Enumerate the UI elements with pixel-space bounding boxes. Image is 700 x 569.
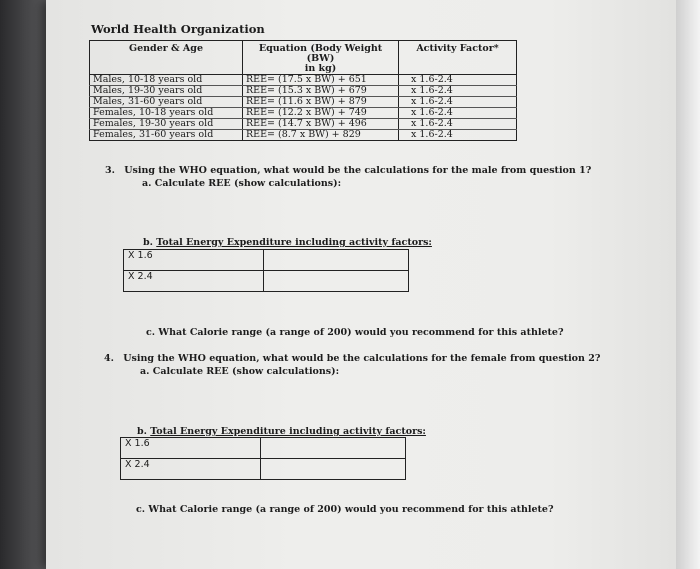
table-row: [124, 271, 409, 292]
question-4: [104, 353, 600, 364]
question-4a: a. Calculate REE (show calculations):: [140, 366, 340, 377]
question-3c: c. What Calorie range (a range of 200) would you recommend for this athlete?: [146, 327, 564, 338]
header-equation: Equation (Body Weight (BW) in kg): [243, 41, 399, 75]
row-factor: x 1.6-2.4: [399, 97, 517, 108]
table-row: [90, 108, 517, 119]
organization-title: World Health Organization: [91, 22, 265, 36]
row-group: Females, 31-60 years old: [90, 130, 243, 141]
question-4c: c. What Calorie range (a range of 200) would you recommend for this athlete?: [136, 504, 554, 515]
row-equation: REE= (17.5 x BW) + 651: [243, 75, 399, 86]
row-factor: x 1.6-2.4: [399, 119, 517, 130]
tee-answer-cell[interactable]: [264, 271, 409, 292]
question-3b: b. Total Energy Expenditure including activity factors:: [143, 237, 432, 248]
table-row: [121, 459, 406, 480]
tee-label: X 1.6: [124, 250, 264, 271]
tee-table-q3: [123, 249, 409, 292]
row-factor: x 1.6-2.4: [399, 130, 517, 141]
table-row: [121, 438, 406, 459]
row-equation: REE= (15.3 x BW) + 679: [243, 86, 399, 97]
question-4b: b. Total Energy Expenditure including activity factors:: [137, 426, 426, 437]
tee-answer-cell[interactable]: [264, 250, 409, 271]
tee-label: X 2.4: [121, 459, 261, 480]
row-equation: REE= (11.6 x BW) + 879: [243, 97, 399, 108]
question-text: Using the WHO equation, what would be the calculations for the female from question 2?: [123, 353, 601, 364]
row-factor: x 1.6-2.4: [399, 108, 517, 119]
row-equation: REE= (8.7 x BW) + 829: [243, 130, 399, 141]
table-row: [90, 119, 517, 130]
question-3a: a. Calculate REE (show calculations):: [142, 178, 342, 189]
question-number: 4.: [104, 353, 114, 364]
question-number: 3.: [105, 165, 115, 176]
who-equation-table: [89, 40, 517, 141]
tee-label: X 2.4: [124, 271, 264, 292]
table-row: [90, 75, 517, 86]
row-group: Females, 19-30 years old: [90, 119, 243, 130]
header-activity-factor: Activity Factor*: [399, 41, 517, 75]
row-equation: REE= (14.7 x BW) + 496: [243, 119, 399, 130]
row-factor: x 1.6-2.4: [399, 75, 517, 86]
table-row: [90, 130, 517, 141]
row-group: Males, 31-60 years old: [90, 97, 243, 108]
question-text: Using the WHO equation, what would be the calculations for the male from question 1?: [124, 165, 592, 176]
row-group: Males, 19-30 years old: [90, 86, 243, 97]
row-group: Males, 10-18 years old: [90, 75, 243, 86]
row-factor: x 1.6-2.4: [399, 86, 517, 97]
tee-answer-cell[interactable]: [261, 438, 406, 459]
table-row: [90, 97, 517, 108]
tee-answer-cell[interactable]: [261, 459, 406, 480]
row-group: Females, 10-18 years old: [90, 108, 243, 119]
background-right: [676, 0, 700, 569]
header-gender-age: Gender & Age: [90, 41, 243, 75]
table-row: [90, 86, 517, 97]
question-3: [105, 165, 591, 176]
tee-label: X 1.6: [121, 438, 261, 459]
tee-table-q4: [120, 437, 406, 480]
row-equation: REE= (12.2 x BW) + 749: [243, 108, 399, 119]
table-row: [124, 250, 409, 271]
background-left: [0, 0, 46, 569]
